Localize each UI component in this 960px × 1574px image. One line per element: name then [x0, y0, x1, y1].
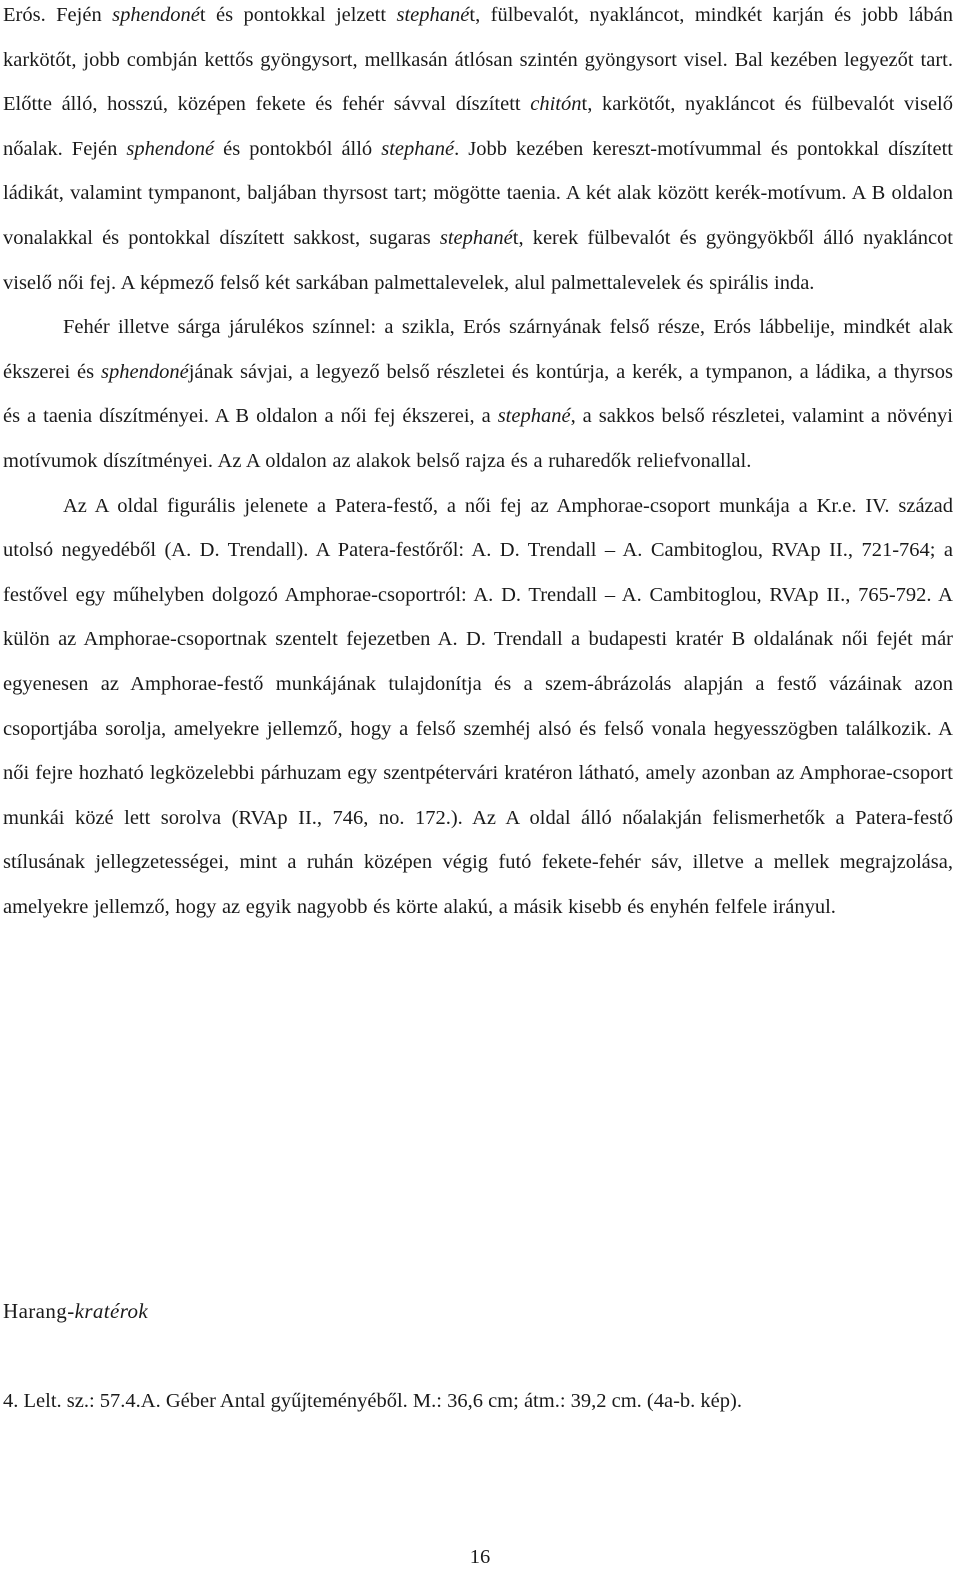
text-run: t és pontokkal jelzett: [199, 4, 397, 26]
text-run: Az A oldal figurális jelenete a Patera-festő, a női fej az Amphorae-csoport munkája a Kr.e. IV. század utolsó negyedéből (A. D. Trendall). A Patera-festőről: A. D. Trendall – A. Cambitoglou, RVAp II., 721-764; a festővel egy műhelyben dolgozó Amphorae-csoportról: A. D. Trendall – A. Cambitoglou, RVAp II., 765-792. A külön az Amphorae-csoportnak szentelt fejezetben A. D. Trendall a budapesti kratér B oldalának női fejét már egyenesen az Amphorae-festő munkájának tulajdonítja és a szem-ábrázolás alapján a festő vázáinak azon csoportjába sorolja, amelyekre jellemző, hogy a felső szemhéj alsó és felső vonala hegyesszögben találkozik. A női fejre hozható legközelebbi párhuzam egy szentpétervári kratéron látható, amely azonban az Amphorae-csoport munkái közé lett sorolva (RVAp II., 746, no. 172.). Az A oldal álló nőalakján felismerhetők a Patera-festő stílusának jellegzetességei, mint a ruhán középen végig futó fekete-fehér sáv, illetve a mellek megrajzolása, amelyekre jellemző, hogy az egyik nagyobb és körte alakú, a másik kisebb és enyhén felfele irányul.: [3, 494, 953, 918]
text-run: jának sávjai, a legyező belső részletei és kontúrja, a kerék, a tympanon, a ládika, a thyrsos és a taenia díszítményei. A B oldalon a női fej ékszerei, a: [3, 360, 953, 428]
italic-term: stephané: [381, 137, 455, 160]
page-number: 16: [469, 1546, 491, 1568]
text-run: t, kerek fülbevalót és gyöngyökből álló nyakláncot viselő női fej. A képmező felső két sarkában palmettalevelek, alul palmettalevelek és spirális inda.: [3, 226, 954, 294]
italic-term: stephané: [439, 226, 513, 249]
italic-term: stephané: [396, 4, 470, 26]
text-run: , a sakkos belső részletei, valamint a növényi motívumok díszítményei. Az A oldalon az alakok belső rajza és a ruharedők reliefvonallal.: [3, 405, 953, 472]
paragraph-added-colours: [3, 305, 953, 483]
italic-term: chitón: [530, 93, 582, 116]
paragraph-attribution: [3, 484, 953, 930]
italic-term: sphendoné: [126, 137, 215, 160]
italic-term: stephané: [497, 405, 571, 428]
text-run: Erós. Fején: [3, 4, 113, 26]
text-run: és pontokból álló: [214, 137, 382, 160]
paragraph-erosz-description: [3, 0, 953, 305]
italic-term: sphendoné: [112, 4, 200, 26]
section-heading-italic: kratérok: [74, 1299, 149, 1323]
section-heading-prefix: Harang-: [3, 1299, 75, 1323]
text-run: t, fülbevalót, nyakláncot, mindkét karján és jobb lábán karkötőt, jobb combján kettős gyöngysort, mellkasán átlósan szintén gyöngysort visel. Bal kezében legyezőt tart. Előtte álló, hosszú, középen fekete és fehér sávval díszített: [3, 4, 953, 116]
italic-term: sphendoné: [101, 360, 189, 383]
catalog-entry: 4. Lelt. sz.: 57.4.A. Géber Antal gyűjteményéből. M.: 36,6 cm; átm.: 39,2 cm. (4a-b. kép).: [3, 1390, 742, 1412]
text-run: t, karkötőt, nyakláncot és fülbevalót viselő nőalak. Fején: [3, 93, 954, 160]
text-run: Fehér illetve sárga járulékos színnel: a szikla, Erós szárnyának felső része, Erós lábbelije, mindkét alak ékszerei és: [3, 316, 953, 383]
section-heading: [3, 1296, 148, 1326]
document-body: [3, 0, 953, 929]
text-run: . Jobb kezében kereszt-motívummal és pontokkal díszített ládikát, valamint tympanont, baljában thyrsost tart; mögötte taenia. A két alak között kerék-motívum. A B oldalon vonalakkal és pontokkal díszített sakkost, sugaras: [3, 137, 953, 249]
